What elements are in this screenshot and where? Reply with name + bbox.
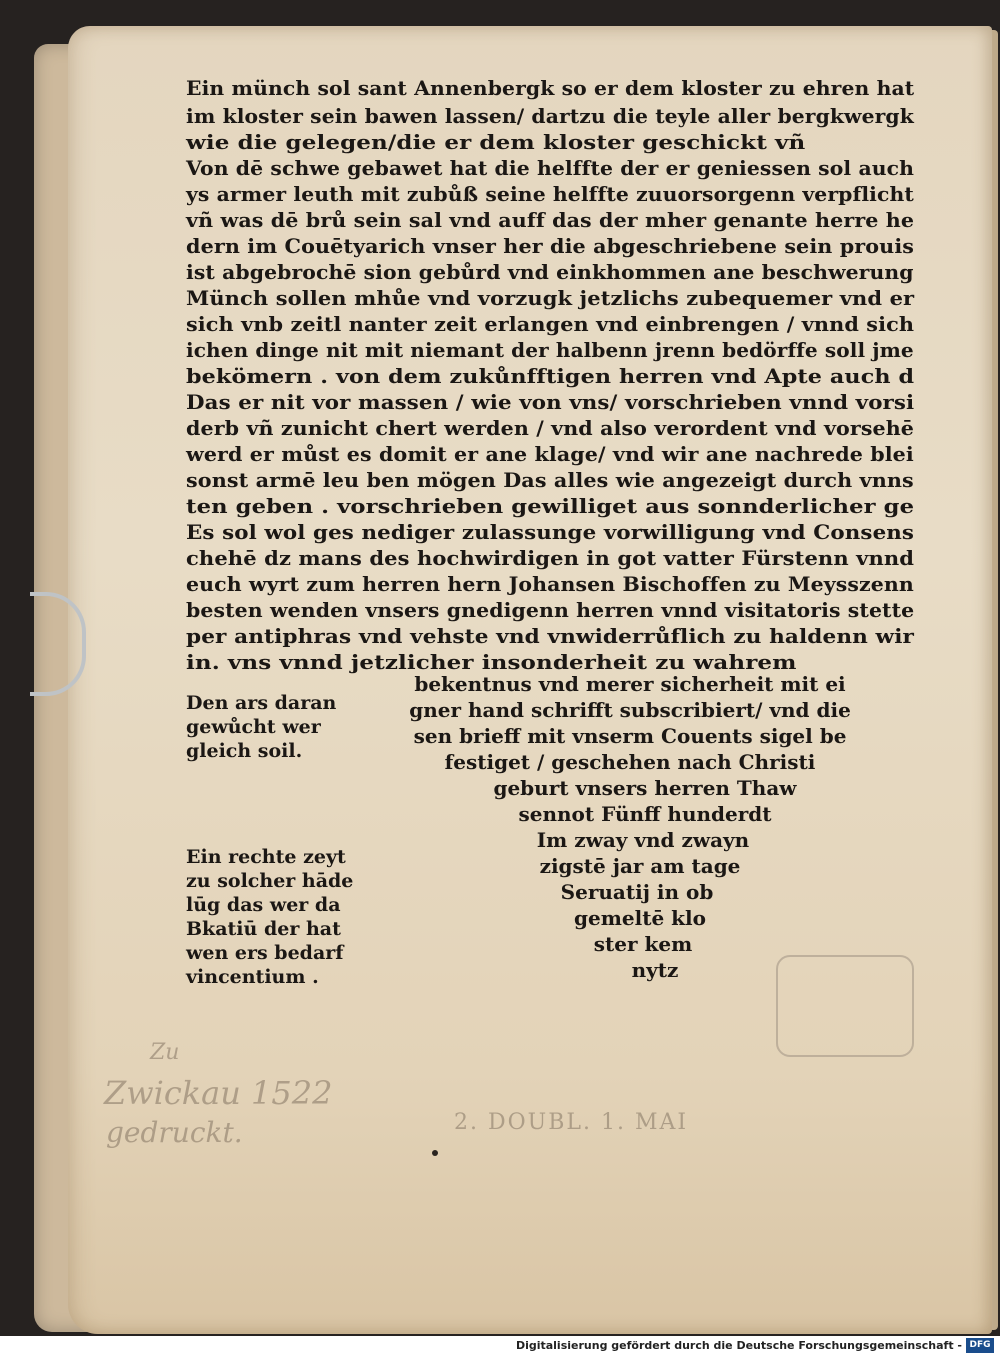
- main-text-line: derb vñ zunicht chert werden / vnd also verordent vnd vorsehē: [186, 416, 915, 440]
- main-text-line: sonst armē leu ben mögen Das alles wie angezeigt durch vnns: [186, 468, 914, 492]
- pencil-note: 2. DOUBL. 1. MAI: [454, 1110, 689, 1135]
- dfg-logo: DFG: [966, 1338, 994, 1353]
- margin-note-line: lūg das wer da: [186, 894, 341, 916]
- ink-dot: [432, 1150, 438, 1156]
- main-text-line: per antiphras vnd vehste vnd vnwiderrůflich zu haldenn wir: [186, 624, 915, 648]
- main-text-line: wie die gelegen/die er dem kloster geschickt vñ: [186, 130, 806, 154]
- margin-note-line: Ein rechte zeyt: [186, 846, 346, 868]
- main-text-line: ist abgebrochē sion gebůrd vnd einkhommen ane beschwerung: [186, 260, 914, 284]
- lower-text-line: zigstē jar am tage: [539, 854, 741, 878]
- lower-text-line: nytz: [631, 958, 679, 982]
- margin-note-line: zu solcher hāde: [186, 870, 354, 892]
- lower-text-line: sennot Fünff hunderdt: [518, 802, 772, 826]
- main-text-line: ten geben . vorschrieben gewilliget aus sonnderlicher ge: [186, 494, 915, 518]
- main-text-line: chehē dz mans des hochwirdigen in got vatter Fürstenn vnnd: [186, 546, 915, 570]
- main-text-line: sich vnb zeitl nanter zeit erlangen vnd einbrengen / vnnd sich: [186, 312, 915, 336]
- margin-note-line: Bkatiū der hat: [186, 918, 341, 940]
- main-text-line: Ein münch sol sant Annenbergk so er dem kloster zu ehren hat: [186, 76, 915, 100]
- handwritten-note-line2: Zwickau 1522: [104, 1074, 333, 1112]
- lower-text-line: Seruatij in ob: [560, 880, 714, 904]
- main-text-line: Von dē schwe gebawet hat die helffte der er geniessen sol auch: [186, 156, 915, 180]
- main-text-line: Münch sollen mhůe vnd vorzugk jetzlichs zubequemer vnd er: [186, 286, 915, 310]
- margin-note-line: gewůcht wer: [186, 716, 321, 738]
- lower-text-line: ster kem: [593, 932, 693, 956]
- handwritten-note-line1: Zu: [150, 1040, 180, 1065]
- margin-note-line: Den ars daran: [186, 692, 337, 714]
- main-text-line: Es sol wol ges nediger zulassunge vorwilligung vnd Consens: [186, 520, 915, 544]
- main-text-line: bekömern . von dem zukůnfftigen herren vnd Apte auch d: [186, 364, 915, 388]
- lower-text-line: geburt vnsers herren Thaw: [493, 776, 797, 800]
- library-stamp: [776, 955, 914, 1057]
- footer-bar: [0, 1336, 1000, 1356]
- margin-note-line: vincentium .: [186, 966, 319, 988]
- main-text-line: dern im Couētyarich vnser her die abgeschriebene sein prouis: [186, 234, 915, 258]
- lower-text-line: Im zway vnd zwayn: [536, 828, 750, 852]
- margin-note-line: wen ers bedarf: [186, 942, 344, 964]
- footer-credit: Digitalisierung gefördert durch die Deutsche Forschungsgemeinschaft -: [515, 1339, 962, 1352]
- main-text-line: werd er můst es domit er ane klage/ vnd wir ane nachrede blei: [186, 442, 914, 466]
- paper-clip: [30, 592, 86, 696]
- main-text-line: im kloster sein bawen lassen/ dartzu die teyle aller bergkwergk: [186, 104, 914, 128]
- margin-note-line: gleich soil.: [186, 740, 303, 762]
- lower-text-line: bekentnus vnd merer sicherheit mit ei: [414, 672, 846, 696]
- main-text-line: besten wenden vnsers gnedigenn herren vnnd visitatoris stette: [186, 598, 915, 622]
- main-text-line: euch wyrt zum herren hern Johansen Bischoffen zu Meysszenn: [186, 572, 914, 596]
- main-text-line: vñ was dē brů sein sal vnd auff das der mher genante herre he: [186, 208, 915, 232]
- main-text-line: ys armer leuth mit zubůß seine helffte zuuorsorgenn verpflicht: [186, 182, 914, 206]
- lower-text-line: sen brieff mit vnserm Couents sigel be: [413, 724, 847, 748]
- main-text-line: ichen dinge nit mit niemant der halbenn jrenn bedörffe soll jme: [186, 338, 914, 362]
- main-text-line: Das er nit vor massen / wie von vns/ vorschrieben vnnd vorsi: [186, 390, 915, 414]
- lower-text-line: gemeltē klo: [574, 906, 706, 930]
- lower-text-line: festiget / geschehen nach Christi: [444, 750, 816, 774]
- handwritten-note-line3: gedruckt.: [106, 1116, 243, 1149]
- main-text-line: in. vns vnnd jetzlicher insonderheit zu wahrem: [186, 650, 797, 674]
- lower-text-line: gner hand schrifft subscribiert/ vnd die: [409, 698, 851, 722]
